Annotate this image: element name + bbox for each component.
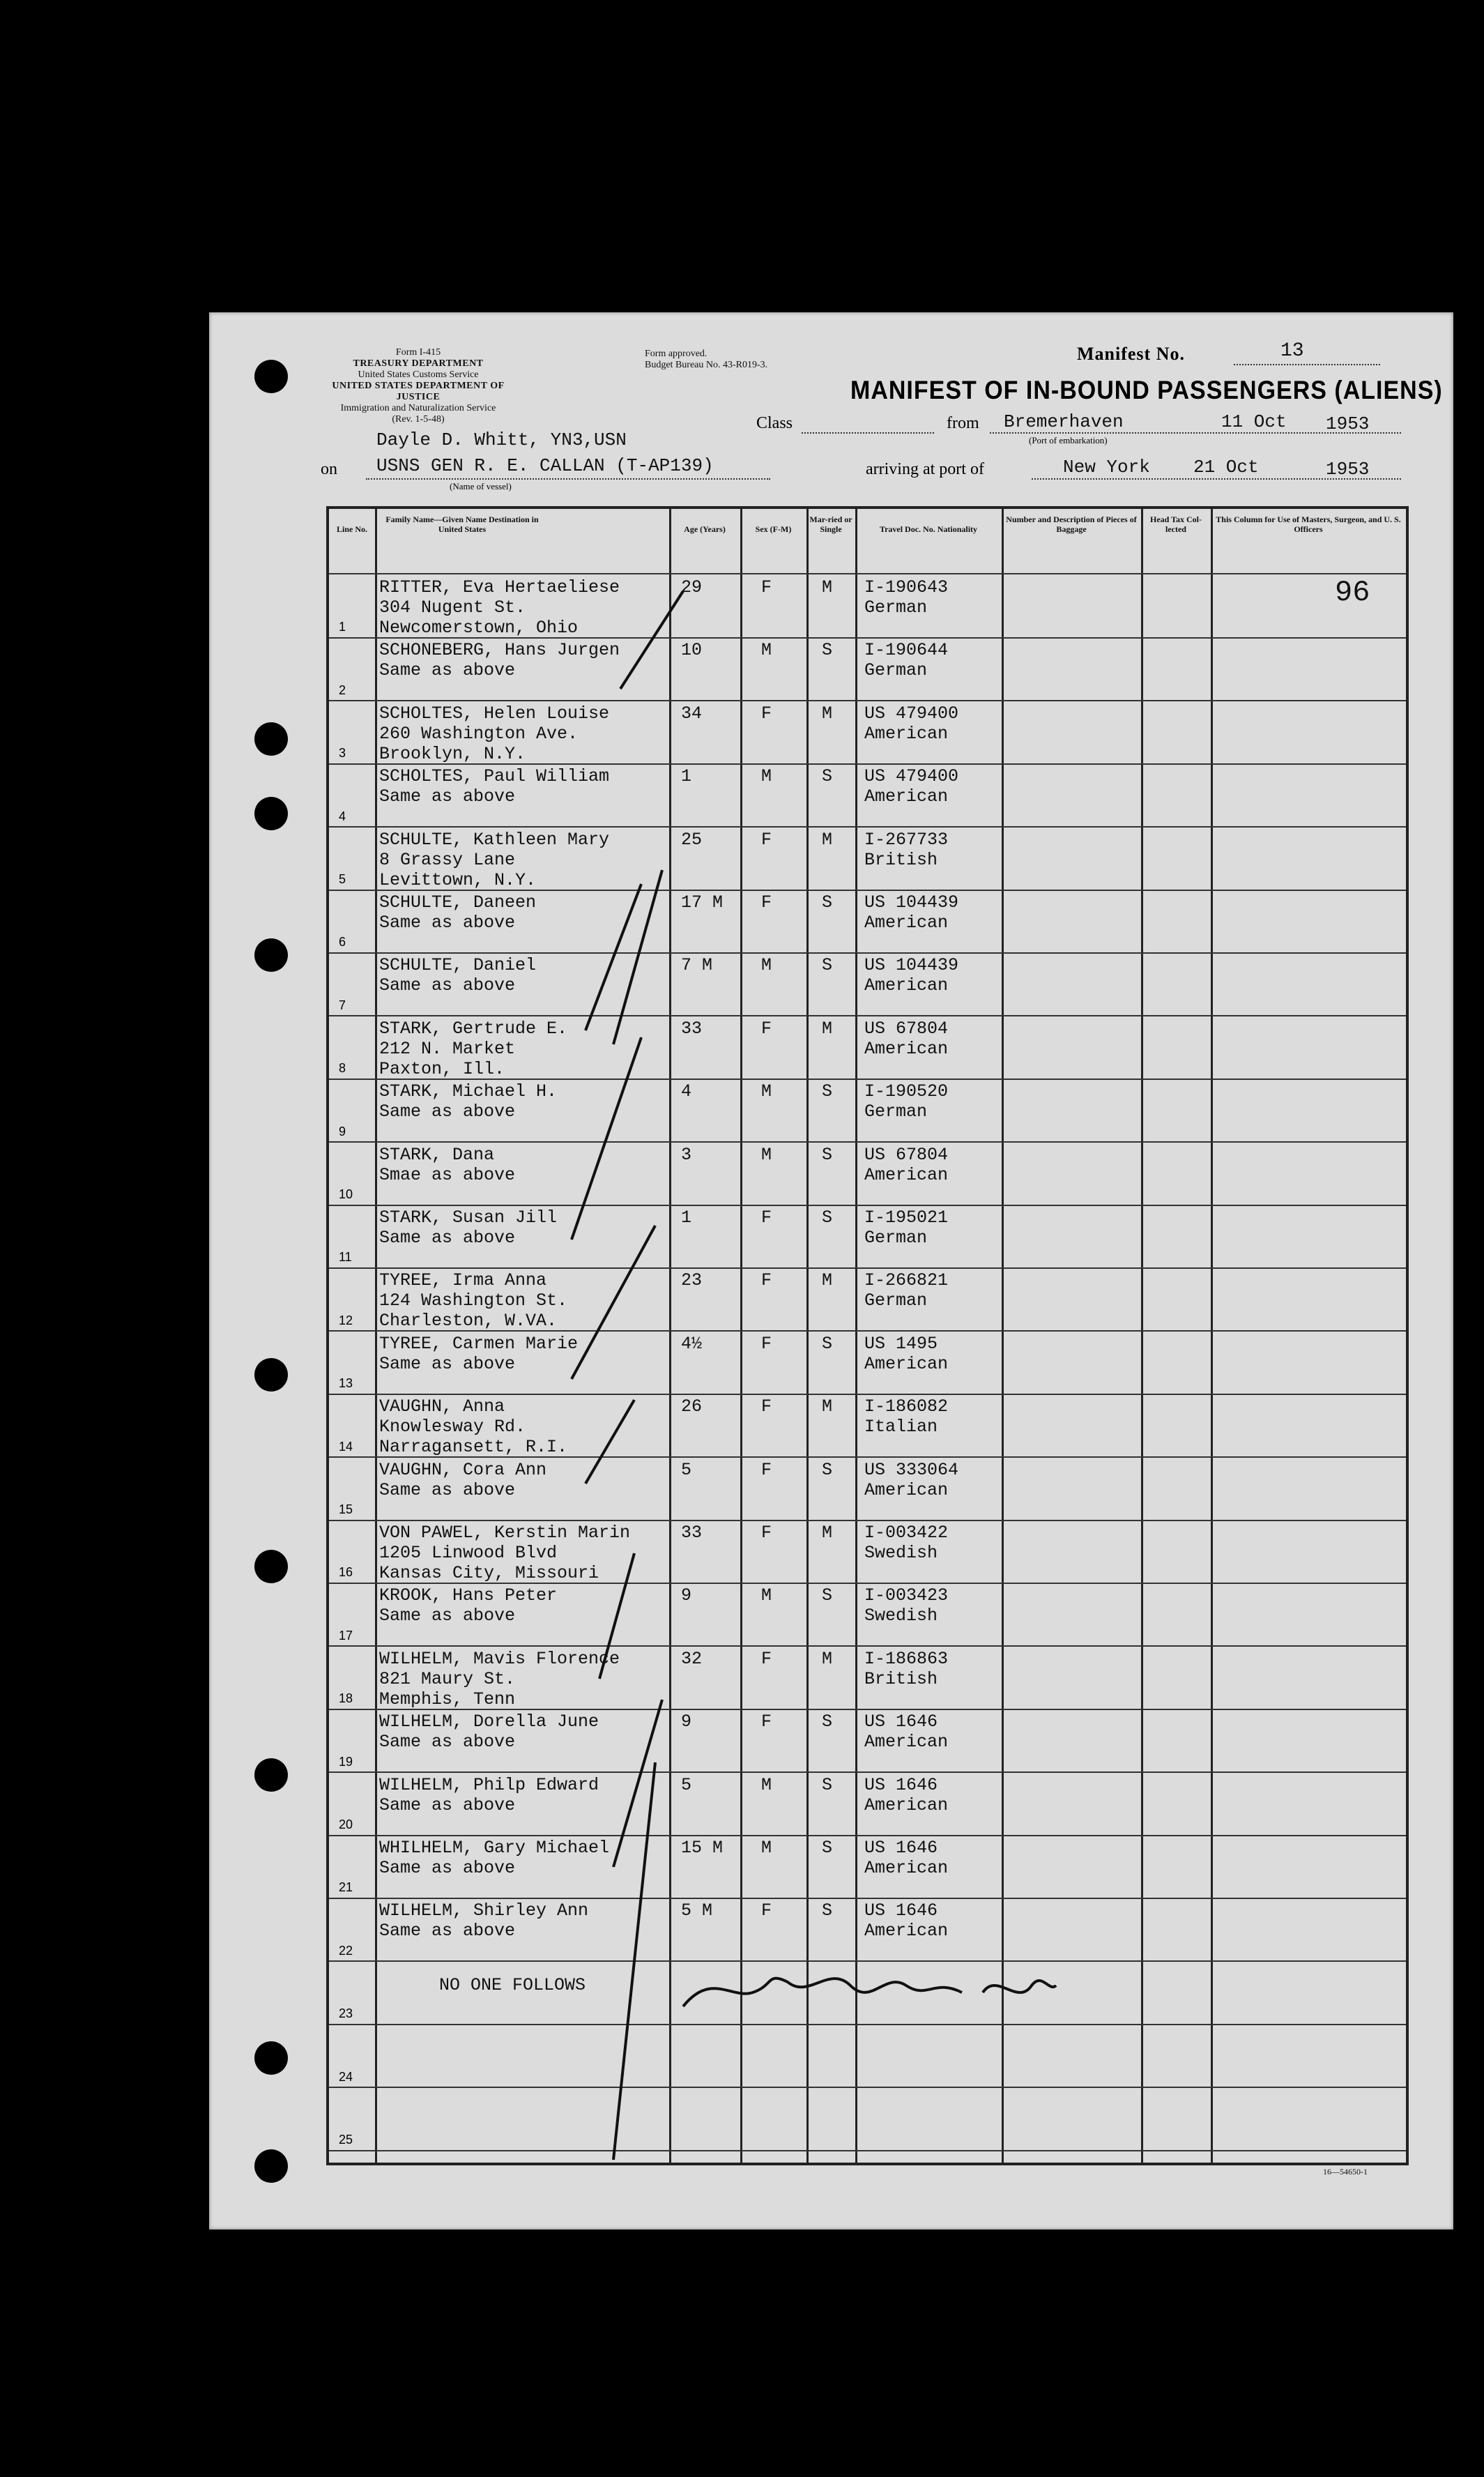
passenger-marital: M (822, 1648, 833, 1669)
passenger-doc: I-190643 German (864, 577, 949, 618)
passenger-doc: I-003422 Swedish (864, 1523, 949, 1563)
no-one-follows: NO ONE FOLLOWS (439, 1975, 586, 1995)
passenger-name: WILHELM, Dorella June Same as above (379, 1712, 599, 1753)
ins-line: Immigration and Naturalization Service (340, 403, 496, 413)
budget-bureau-line: Budget Bureau No. 43-R019-3. (645, 360, 768, 370)
line-number: 21 (339, 1880, 353, 1895)
passenger-marital: S (822, 1081, 833, 1102)
passenger-sex: F (761, 703, 772, 724)
class-label: Class (756, 414, 793, 432)
depart-date: 11 Oct (1221, 411, 1287, 432)
passenger-doc: US 67804 American (864, 1144, 949, 1185)
passenger-name: KROOK, Hans Peter Same as above (379, 1585, 558, 1626)
line-number: 12 (339, 1313, 353, 1327)
passenger-sex: F (761, 1018, 772, 1039)
justice-dept: UNITED STATES DEPARTMENT OF JUSTICE (332, 381, 505, 402)
line-number: 4 (339, 809, 346, 823)
line-number: 6 (339, 935, 346, 950)
passenger-name: VAUGHN, Cora Ann Same as above (379, 1459, 547, 1500)
passenger-name: TYREE, Carmen Marie Same as above (379, 1333, 579, 1374)
passenger-age: 25 (681, 829, 703, 850)
passenger-name: STARK, Susan Jill Same as above (379, 1207, 558, 1248)
passenger-age: 34 (681, 703, 703, 724)
line-number: 18 (339, 1691, 353, 1706)
passenger-name: WILHELM, Mavis Florence 821 Maury St. Memphis, Tenn (379, 1648, 620, 1709)
handwritten-marks (209, 312, 1453, 2230)
passenger-age: 1 (681, 1207, 692, 1228)
col-head-line: Line No. (336, 524, 367, 534)
passenger-marital: S (822, 1900, 833, 1921)
line-number: 20 (339, 1817, 353, 1831)
col-head-age: Age (Years) (684, 524, 726, 534)
passenger-doc: I-266821 German (864, 1270, 949, 1311)
passenger-age: 32 (681, 1648, 703, 1669)
line-number: 5 (339, 871, 346, 886)
line-number: 14 (339, 1439, 353, 1454)
passenger-age: 26 (681, 1396, 703, 1417)
passenger-age: 33 (681, 1018, 703, 1039)
from-label: from (947, 414, 979, 432)
manifest-no-label: Manifest No. (1077, 344, 1185, 364)
line-number: 7 (339, 998, 346, 1012)
passenger-name: SCHONEBERG, Hans Jurgen Same as above (379, 640, 620, 681)
passenger-sex: F (761, 577, 772, 597)
passenger-name: SCHULTE, Kathleen Mary 8 Grassy Lane Levittown, N.Y. (379, 829, 610, 890)
manifest-no-value: 13 (1280, 340, 1304, 362)
passenger-marital: S (822, 1838, 833, 1858)
passenger-marital: S (822, 1207, 833, 1228)
line-number: 10 (339, 1187, 353, 1201)
passenger-sex: F (761, 1396, 772, 1417)
passenger-sex: F (761, 1900, 772, 1921)
passenger-sex: M (761, 1081, 772, 1102)
passenger-sex: M (761, 766, 772, 787)
passenger-name: WILHELM, Shirley Ann Same as above (379, 1900, 589, 1942)
passenger-doc: I-003423 Swedish (864, 1585, 949, 1626)
passenger-marital: S (822, 766, 833, 787)
passenger-name: STARK, Dana Smae as above (379, 1144, 516, 1185)
form-number: Form I-415 (395, 347, 441, 358)
passenger-name: SCHOLTES, Paul William Same as above (379, 766, 610, 807)
passenger-marital: S (822, 1144, 833, 1165)
stamp-number: 96 (1335, 576, 1370, 609)
passenger-sex: F (761, 1270, 772, 1291)
passenger-age: 3 (681, 1144, 692, 1165)
passenger-age: 10 (681, 640, 703, 661)
passenger-marital: S (822, 640, 833, 661)
page-title: MANIFEST OF IN-BOUND PASSENGERS (ALIENS) (850, 376, 1443, 405)
customs-service: United States Customs Service (358, 369, 479, 380)
passenger-sex: F (761, 1712, 772, 1732)
line-number: 9 (339, 1124, 346, 1138)
passenger-sex: M (761, 1774, 772, 1795)
footer-code: 16—54650-1 (1323, 2167, 1368, 2177)
passenger-doc: I-190644 German (864, 640, 949, 681)
passenger-name: STARK, Gertrude E. 212 N. Market Paxton, Ill. (379, 1018, 568, 1079)
passenger-sex: F (761, 1207, 772, 1228)
passenger-name: RITTER, Eva Hertaeliese 304 Nugent St. Newcomerstown, Ohio (379, 577, 620, 638)
passenger-doc: US 479400 American (864, 703, 959, 744)
passenger-marital: S (822, 955, 833, 976)
passenger-marital: S (822, 892, 833, 913)
line-number: 13 (339, 1376, 353, 1391)
passenger-sex: M (761, 955, 772, 976)
col-head-name: Family Name—Given Name Destination in United States (385, 515, 539, 534)
passenger-name: WHILHELM, Gary Michael Same as above (379, 1838, 610, 1878)
passenger-age: 23 (681, 1270, 703, 1291)
line-number: 11 (339, 1250, 352, 1265)
passenger-age: 17 M (681, 892, 724, 913)
passenger-name: TYREE, Irma Anna 124 Washington St. Charleston, W.VA. (379, 1270, 568, 1332)
passenger-name: WILHELM, Philp Edward Same as above (379, 1774, 599, 1815)
passenger-doc: I-190520 German (864, 1081, 949, 1122)
passenger-doc: I-186863 British (864, 1648, 949, 1689)
passenger-marital: S (822, 1333, 833, 1354)
passenger-doc: US 1646 American (864, 1774, 949, 1815)
passenger-age: 33 (681, 1523, 703, 1543)
passenger-marital: S (822, 1585, 833, 1606)
passenger-marital: M (822, 1270, 833, 1291)
line-number: 15 (339, 1502, 353, 1516)
passenger-doc: US 333064 American (864, 1459, 959, 1500)
passenger-marital: M (822, 577, 833, 597)
revision-line: (Rev. 1-5-48) (392, 414, 445, 425)
from-port: Bremerhaven (1004, 411, 1124, 432)
passenger-doc: US 1495 American (864, 1333, 949, 1374)
passenger-age: 9 (681, 1712, 692, 1732)
line-number: 3 (339, 746, 346, 761)
arrive-date: 21 Oct (1193, 457, 1259, 478)
manifest-sheet (209, 312, 1453, 2230)
col-head-officers: This Column for Use of Masters, Surgeon, and U. S. Officers (1216, 515, 1401, 534)
passenger-doc: US 479400 American (864, 766, 959, 807)
passenger-marital: S (822, 1774, 833, 1795)
line-number: 8 (339, 1061, 346, 1076)
line-number: 2 (339, 683, 346, 697)
passenger-sex: M (761, 1838, 772, 1858)
passenger-name: VON PAWEL, Kerstin Marin 1205 Linwood Blvd Kansas City, Missouri (379, 1523, 631, 1583)
passenger-doc: US 104439 American (864, 892, 959, 933)
passenger-name: SCHULTE, Daniel Same as above (379, 955, 537, 996)
passenger-doc: I-186082 Italian (864, 1396, 949, 1438)
port-embark-note: (Port of embarkation) (1029, 435, 1108, 445)
passenger-marital: M (822, 1018, 833, 1039)
passenger-sex: F (761, 1648, 772, 1669)
passenger-sex: F (761, 1523, 772, 1543)
passenger-age: 4½ (681, 1333, 703, 1354)
passenger-sex: F (761, 1333, 772, 1354)
col-head-tax: Head Tax Col-lected (1149, 515, 1202, 534)
col-head-sex: Sex (F-M) (755, 524, 792, 534)
passenger-marital: M (822, 1523, 833, 1543)
passenger-sex: M (761, 640, 772, 661)
line-number: 23 (339, 2006, 353, 2021)
passenger-age: 7 M (681, 955, 713, 976)
line-number: 1 (339, 620, 346, 634)
passenger-doc: US 1646 American (864, 1900, 949, 1942)
vessel-name: USNS GEN R. E. CALLAN (T-AP139) (376, 455, 714, 476)
line-number: 17 (339, 1628, 353, 1643)
passenger-age: 5 (681, 1459, 692, 1480)
on-label: on (321, 460, 337, 478)
passenger-age: 9 (681, 1585, 692, 1606)
col-head-baggage: Number and Description of Pieces of Baggage (1006, 515, 1137, 534)
passenger-name: SCHULTE, Daneen Same as above (379, 892, 537, 933)
passenger-age: 5 (681, 1774, 692, 1795)
line-number: 24 (339, 2069, 353, 2084)
form-approved-line: Form approved. (645, 349, 707, 359)
passenger-marital: M (822, 829, 833, 850)
passenger-age: 5 M (681, 1900, 713, 1921)
passenger-name: VAUGHN, Anna Knowlesway Rd. Narragansett, R.I. (379, 1396, 568, 1458)
passenger-marital: S (822, 1712, 833, 1732)
passenger-name: STARK, Michael H. Same as above (379, 1081, 558, 1122)
vessel-note: (Name of vessel) (450, 481, 512, 491)
passenger-doc: US 1646 American (864, 1712, 949, 1753)
passenger-doc: US 104439 American (864, 955, 959, 996)
passenger-age: 15 M (681, 1838, 724, 1858)
passenger-age: 1 (681, 766, 692, 787)
arrive-year: 1953 (1326, 459, 1370, 480)
passenger-age: 4 (681, 1081, 692, 1102)
passenger-marital: S (822, 1459, 833, 1480)
master-name: Dayle D. Whitt, YN3,USN (376, 429, 627, 450)
line-number: 19 (339, 1754, 353, 1769)
arrive-port: New York (1063, 457, 1150, 478)
treasury-dept: TREASURY DEPARTMENT (353, 358, 484, 369)
passenger-doc: I-267733 British (864, 829, 949, 870)
passenger-marital: M (822, 703, 833, 724)
arriving-label: arriving at port of (866, 460, 984, 478)
passenger-sex: F (761, 892, 772, 913)
depart-year: 1953 (1326, 413, 1370, 434)
passenger-sex: F (761, 829, 772, 850)
passenger-doc: US 1646 American (864, 1838, 949, 1878)
line-number: 25 (339, 2132, 353, 2147)
passenger-age: 29 (681, 577, 703, 597)
passenger-name: SCHOLTES, Helen Louise 260 Washington Ave. Brooklyn, N.Y. (379, 703, 610, 764)
passenger-doc: US 67804 American (864, 1018, 949, 1059)
line-number: 22 (339, 1943, 353, 1958)
passenger-sex: M (761, 1144, 772, 1165)
line-number: 16 (339, 1565, 353, 1580)
passenger-doc: I-195021 German (864, 1207, 949, 1248)
col-head-married: Mar-ried or Single (809, 515, 852, 534)
col-head-doc: Travel Doc. No. Nationality (879, 524, 978, 534)
passenger-marital: M (822, 1396, 833, 1417)
passenger-sex: M (761, 1585, 772, 1606)
passenger-sex: F (761, 1459, 772, 1480)
